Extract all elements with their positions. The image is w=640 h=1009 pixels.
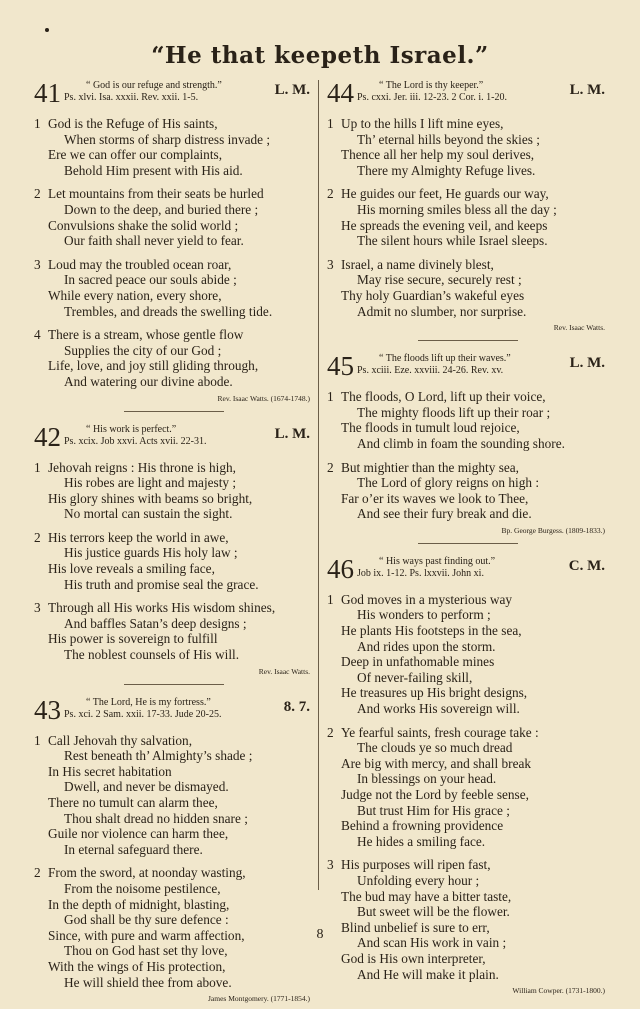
verse-line: Far o’er its waves we look to Thee, bbox=[341, 490, 529, 506]
verse-line: While every nation, every shore, bbox=[48, 287, 222, 303]
verse-line: Loud may the troubled ocean roar, bbox=[48, 256, 232, 272]
hymn-title: “ God is our refuge and strength.” bbox=[86, 80, 222, 91]
hymn-number: 44 bbox=[327, 78, 354, 108]
stanza-number: 3 bbox=[327, 256, 334, 272]
verse-line: Are big with mercy, and shall break bbox=[341, 755, 532, 771]
verse-line: Let mountains from their seats be hurled bbox=[48, 186, 264, 202]
verse-line: Unfolding every hour ; bbox=[357, 872, 480, 888]
verse-line: Through all His works His wisdom shines, bbox=[48, 600, 276, 616]
verse-line: Guile nor violence can harm thee, bbox=[48, 826, 229, 842]
verse-line: His truth and promise seal the grace. bbox=[64, 576, 259, 592]
hymn-number: 42 bbox=[34, 421, 61, 452]
hymn-number: 43 bbox=[34, 694, 61, 725]
hymn-number: 46 bbox=[327, 553, 354, 584]
hymn-meter: L. M. bbox=[569, 82, 605, 98]
hymn-header bbox=[327, 78, 609, 108]
verse-line: God moves in a mysterious way bbox=[341, 591, 512, 607]
verse-line: In the depth of midnight, blasting, bbox=[48, 896, 230, 912]
verse-line: Th’ eternal hills beyond the skies ; bbox=[357, 131, 540, 147]
verse-line: But mightier than the mighty sea, bbox=[341, 459, 520, 475]
stanza-number: 1 bbox=[327, 389, 334, 405]
verse-line: And rides upon the storm. bbox=[357, 638, 496, 654]
verse-line: His wonders to perform ; bbox=[357, 607, 491, 623]
stanza bbox=[34, 530, 314, 592]
verse-line: The mighty floods lift up their roar ; bbox=[357, 404, 551, 420]
verse-line: His justice guards His holy law ; bbox=[64, 545, 238, 561]
stanza-number: 1 bbox=[34, 116, 41, 131]
stanza bbox=[327, 857, 609, 982]
stanza bbox=[327, 725, 609, 850]
verse-line: The clouds ye so much dread bbox=[357, 740, 513, 756]
verse-line: And scan His work in vain ; bbox=[357, 935, 507, 951]
verse-line: The noblest counsels of His will. bbox=[64, 647, 240, 663]
page-title: “He that keepeth Israel.” bbox=[151, 42, 489, 69]
hymn-title: “ The floods lift up their waves.” bbox=[379, 353, 511, 365]
verse-line: God is the Refuge of His saints, bbox=[48, 116, 218, 131]
verse-line: Thy holy Guardian’s wakeful eyes bbox=[341, 287, 525, 303]
verse-line: When storms of sharp distress invade ; bbox=[64, 131, 271, 147]
hymn-separator bbox=[124, 411, 224, 412]
hymn-references: Ps. xci. 2 Sam. xxii. 17-33. Jude 20-25. bbox=[64, 708, 222, 720]
verse-line: From the sword, at noonday wasting, bbox=[48, 865, 246, 881]
hymn-separator bbox=[418, 543, 518, 544]
verse-line: Trembles, and dreads the swelling tide. bbox=[64, 303, 273, 319]
ornament-dot bbox=[45, 28, 49, 32]
hymn-meter: L. M. bbox=[274, 82, 310, 98]
hymn-title: “ The Lord, He is my fortress.” bbox=[86, 696, 211, 708]
hymn-author: Rev. Isaac Watts. (1674-1748.) bbox=[217, 393, 310, 403]
hymn-meter: 8. 7. bbox=[283, 698, 310, 715]
stanza bbox=[34, 116, 314, 178]
hymn-author: Rev. Isaac Watts. bbox=[258, 666, 310, 676]
verse-line: His power is sovereign to fulfill bbox=[48, 631, 218, 647]
verse-line: The bud may have a bitter taste, bbox=[341, 888, 512, 904]
hymn-header bbox=[34, 78, 314, 108]
verse-line: No mortal can sustain the sight. bbox=[64, 506, 233, 522]
stanza bbox=[327, 116, 609, 178]
verse-line: Ye fearful saints, fresh courage take : bbox=[341, 724, 539, 740]
stanza bbox=[327, 460, 609, 522]
verse-line: He will shield thee from above. bbox=[64, 974, 232, 990]
verse-line: Life, love, and joy still gliding through, bbox=[48, 358, 259, 374]
hymn bbox=[327, 78, 609, 332]
verse-line: And climb in foam the sounding shore. bbox=[357, 435, 565, 451]
verse-line: And baffles Satan’s deep designs ; bbox=[64, 615, 247, 631]
verse-line: Behold Him present with His aid. bbox=[64, 162, 243, 178]
hymn-title: “ His work is perfect.” bbox=[86, 423, 177, 435]
verse-line: Call Jehovah thy salvation, bbox=[48, 732, 193, 748]
verse-line: In sacred peace our souls abide ; bbox=[64, 272, 237, 288]
hymn-meter: L. M. bbox=[569, 355, 605, 372]
verse-line: Blind unbelief is sure to err, bbox=[341, 919, 490, 935]
verse-line: His love reveals a smiling face, bbox=[48, 561, 215, 577]
verse-line: Since, with pure and warm affection, bbox=[48, 927, 245, 943]
verse-line: His purposes will ripen fast, bbox=[341, 857, 491, 873]
hymn-header bbox=[327, 351, 609, 381]
verse-line: In eternal safeguard there. bbox=[64, 841, 203, 857]
stanza-number: 4 bbox=[34, 327, 41, 343]
verse-line: God shall be thy sure defence : bbox=[64, 912, 229, 928]
hymn-references: Ps. xciii. Eze. xxviii. 24-26. Rev. xv. bbox=[357, 365, 504, 377]
hymn-title: “ The Lord is thy keeper.” bbox=[379, 80, 484, 91]
verse-line: There no tumult can alarm thee, bbox=[48, 795, 218, 810]
stanza bbox=[34, 600, 314, 662]
verse-line: And watering our divine abode. bbox=[64, 373, 233, 389]
verse-line: In His secret habitation bbox=[48, 763, 172, 779]
verse-line: He hides a smiling face. bbox=[357, 833, 486, 849]
hymn-header bbox=[34, 695, 314, 725]
verse-line: His morning smiles bless all the day ; bbox=[357, 201, 557, 217]
verse-line: God is His own interpreter, bbox=[341, 950, 486, 966]
verse-line: The silent hours while Israel sleeps. bbox=[357, 233, 548, 249]
hymn bbox=[327, 351, 609, 535]
verse-line: Thou shalt dread no hidden snare ; bbox=[64, 810, 248, 826]
stanza-number: 2 bbox=[34, 186, 41, 202]
hymn bbox=[34, 78, 314, 403]
hymn-author: Rev. Isaac Watts. bbox=[553, 323, 605, 333]
verse-line: Behind a frowning providence bbox=[341, 818, 504, 834]
hymn-author: William Cowper. (1731-1800.) bbox=[512, 986, 605, 996]
stanza bbox=[327, 257, 609, 319]
hymn-references: Job ix. 1-12. Ps. lxxvii. John xi. bbox=[357, 567, 484, 579]
hymn bbox=[34, 422, 314, 676]
verse-line: He spreads the evening veil, and keeps bbox=[341, 217, 548, 233]
verse-line: His glory shines with beams so bright, bbox=[48, 490, 253, 506]
verse-line: His terrors keep the world in awe, bbox=[48, 529, 229, 545]
verse-line: Ere we can offer our complaints, bbox=[48, 147, 223, 163]
verse-line: He plants His footsteps in the sea, bbox=[341, 623, 522, 639]
hymn-header bbox=[327, 554, 609, 584]
verse-line: And He will make it plain. bbox=[357, 966, 499, 982]
verse-line: He guides our feet, He guards our way, bbox=[341, 186, 549, 202]
verse-line: The Lord of glory reigns on high : bbox=[357, 475, 540, 491]
verse-line: Supplies the city of our God ; bbox=[64, 342, 222, 358]
stanza-number: 2 bbox=[327, 186, 334, 202]
verse-line: Judge not the Lord by feeble sense, bbox=[341, 787, 529, 802]
stanza bbox=[34, 733, 314, 858]
stanza-number: 1 bbox=[34, 459, 41, 475]
left-column bbox=[34, 78, 314, 1009]
verse-line: But sweet will be the flower. bbox=[357, 904, 510, 920]
stanza bbox=[34, 186, 314, 248]
hymn-references: Ps. cxxi. Jer. iii. 12-23. 2 Cor. i. 1-20. bbox=[357, 92, 507, 103]
hymn-author: Bp. George Burgess. (1809-1833.) bbox=[501, 525, 605, 535]
verse-line: Israel, a name divinely blest, bbox=[341, 256, 494, 272]
verse-line: Jehovah reigns : His throne is high, bbox=[48, 459, 236, 475]
stanza bbox=[327, 389, 609, 451]
stanza-number: 3 bbox=[34, 256, 41, 272]
verse-line: Up to the hills I lift mine eyes, bbox=[341, 116, 504, 131]
verse-line: Dwell, and never be dismayed. bbox=[64, 779, 229, 795]
verse-line: And works His sovereign will. bbox=[357, 701, 520, 717]
hymn-number: 41 bbox=[34, 78, 61, 108]
stanza-number: 2 bbox=[327, 459, 334, 475]
verse-line: In blessings on your head. bbox=[357, 771, 497, 787]
hymn-meter: L. M. bbox=[274, 425, 310, 442]
stanza-number: 3 bbox=[34, 600, 41, 616]
verse-line: Convulsions shake the solid world ; bbox=[48, 217, 239, 233]
stanza-number: 1 bbox=[34, 732, 41, 748]
verse-line: Rest beneath th’ Almighty’s shade ; bbox=[64, 748, 253, 764]
verse-line: And see their fury break and die. bbox=[357, 506, 532, 522]
stanza bbox=[327, 186, 609, 248]
hymn-title: “ His ways past finding out.” bbox=[379, 555, 496, 567]
verse-line: Deep in unfathomable mines bbox=[341, 654, 495, 670]
verse-line: The floods in tumult loud rejoice, bbox=[341, 420, 520, 436]
stanza-number: 2 bbox=[327, 724, 334, 740]
stanza-number: 1 bbox=[327, 116, 334, 131]
hymn-references: Ps. xlvi. Isa. xxxii. Rev. xxii. 1-5. bbox=[64, 92, 199, 103]
hymn-references: Ps. xcix. Job xxvi. Acts xvii. 22-31. bbox=[64, 435, 207, 447]
hymn-meter: C. M. bbox=[568, 557, 605, 574]
verse-line: Admit no slumber, nor surprise. bbox=[357, 303, 527, 319]
stanza-number: 2 bbox=[34, 529, 41, 545]
stanza-number: 1 bbox=[327, 591, 334, 607]
verse-line: With the wings of His protection, bbox=[48, 958, 226, 974]
verse-line: May rise secure, securely rest ; bbox=[357, 272, 522, 288]
verse-line: Our faith shall never yield to fear. bbox=[64, 233, 244, 249]
hymn bbox=[34, 695, 314, 1004]
column-divider bbox=[318, 80, 319, 890]
hymn-author: James Montgomery. (1771-1854.) bbox=[208, 994, 310, 1004]
hymn-header bbox=[34, 422, 314, 452]
verse-line: The floods, O Lord, lift up their voice, bbox=[341, 389, 546, 405]
stanza bbox=[34, 257, 314, 319]
verse-line: There is a stream, whose gentle flow bbox=[48, 327, 244, 343]
right-column bbox=[327, 78, 609, 1001]
stanza-number: 2 bbox=[34, 865, 41, 881]
verse-line: Thou on God hast set thy love, bbox=[64, 943, 228, 959]
verse-line: His robes are light and majesty ; bbox=[64, 475, 237, 491]
verse-line: Of never-failing skill, bbox=[357, 669, 473, 685]
hymn-number: 45 bbox=[327, 351, 354, 382]
hymn-separator bbox=[124, 684, 224, 685]
hymn-separator bbox=[418, 340, 518, 341]
stanza bbox=[34, 327, 314, 389]
verse-line: There my Almighty Refuge lives. bbox=[357, 162, 536, 178]
verse-line: Down to the deep, and buried there ; bbox=[64, 201, 259, 217]
verse-line: He treasures up His bright designs, bbox=[341, 685, 528, 701]
verse-line: Thence all her help my soul derives, bbox=[341, 147, 535, 163]
stanza-number: 3 bbox=[327, 857, 334, 873]
verse-line: But trust Him for His grace ; bbox=[357, 802, 510, 818]
page-number: 8 bbox=[316, 927, 324, 942]
verse-line: From the noisome pestilence, bbox=[64, 880, 221, 896]
stanza bbox=[34, 460, 314, 522]
stanza bbox=[327, 592, 609, 717]
